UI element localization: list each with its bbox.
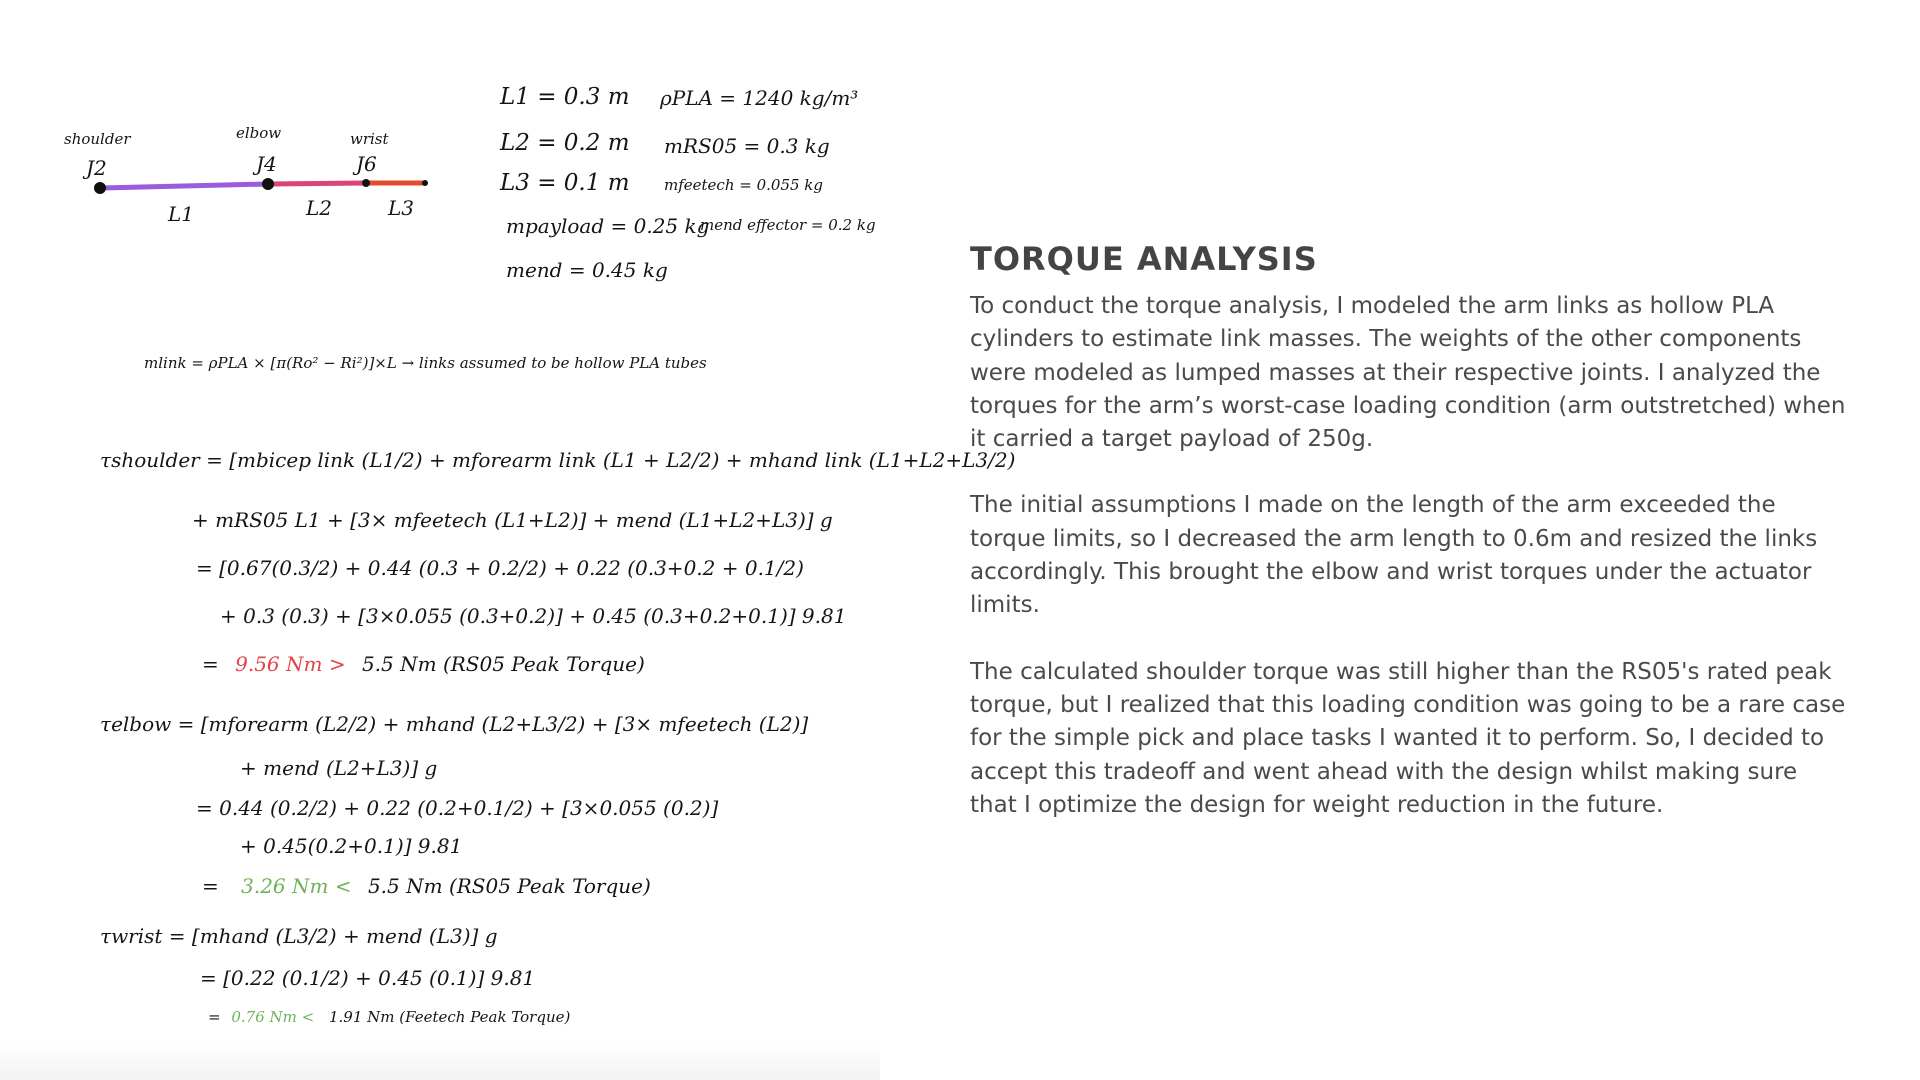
shoulder-eq-line-2: + mRS05 L1 + [3× mfeetech (L1+L2)] + mend (L1+L2+L3)] g (192, 508, 833, 532)
given-m-feetech: mfeetech = 0.055 kg (664, 176, 824, 194)
given-mend: mend = 0.45 kg (506, 258, 668, 282)
elbow-label: elbow (236, 124, 282, 142)
elbow-eq-line-4: + 0.45(0.2+0.1)] 9.81 (240, 834, 463, 858)
given-l2: L2 = 0.2 m (500, 130, 630, 156)
wrist-joint-label: J6 (356, 152, 377, 176)
wrist-label: wrist (350, 130, 389, 148)
given-l1: L1 = 0.3 m (500, 84, 630, 110)
link-mass-equation: mlink = ρPLA × [π(Ro² − Ri²)]×L → links assumed to be hollow PLA tubes (144, 354, 707, 372)
shoulder-label: shoulder (64, 130, 131, 148)
notes-bottom-shadow (0, 1040, 880, 1080)
link-l2-label: L2 (306, 196, 333, 220)
shoulder-joint-label: J2 (86, 156, 107, 180)
given-m-end-effector: mend effector = 0.2 kg (700, 216, 876, 234)
wrist-result-row (208, 1008, 570, 1026)
link-l2-line (268, 183, 366, 184)
article-paragraph-1: To conduct the torque analysis, I modeled the arm links as hollow PLA cylinders to estimate link masses. The weights of the other components were modeled as lumped masses at their respective joints. I analyzed the torques for the arm’s worst-case loading condition (arm outstretched) when it carried a target payload of 250g. (970, 293, 1846, 453)
given-l3: L3 = 0.1 m (500, 170, 630, 196)
shoulder-torque-limit: 5.5 Nm (RS05 Peak Torque) (361, 652, 645, 676)
article-title: TORQUE ANALYSIS (970, 240, 1318, 278)
end-joint (422, 180, 428, 186)
shoulder-eq-line-1: τshoulder = [mbicep link (L1/2) + mforearm link (L1 + L2/2) + mhand link (L1+L2+L3/2) (100, 448, 1016, 472)
elbow-eq-line-1: τelbow = [mforearm (L2/2) + mhand (L2+L3/2) + [3× mfeetech (L2)] (100, 712, 809, 736)
link-l1-label: L1 (168, 202, 195, 226)
article-paragraph-2: The initial assumptions I made on the length of the arm exceeded the torque limits, so I decreased the arm length to 0.6m and resized the links accordingly. This brought the elbow and wrist torques under the actuator limits. (970, 492, 1818, 619)
elbow-joint (262, 178, 274, 190)
elbow-joint-label: J4 (256, 152, 277, 176)
article-panel (970, 240, 1850, 855)
wrist-result-equals: = (208, 1008, 221, 1026)
elbow-eq-line-2: + mend (L2+L3)] g (240, 756, 438, 780)
elbow-torque-limit: 5.5 Nm (RS05 Peak Torque) (367, 874, 651, 898)
wrist-eq-line-2: = [0.22 (0.1/2) + 0.45 (0.1)] 9.81 (200, 966, 536, 990)
shoulder-torque-result: 9.56 Nm > (235, 652, 346, 676)
shoulder-eq-line-3: = [0.67(0.3/2) + 0.44 (0.3 + 0.2/2) + 0.22 (0.3+0.2 + 0.1/2) (196, 556, 804, 580)
elbow-result-equals: = (202, 874, 219, 898)
shoulder-result-equals: = (202, 652, 219, 676)
given-mpayload: mpayload = 0.25 kg (506, 214, 710, 238)
given-rho-pla: ρPLA = 1240 kg/m³ (660, 86, 859, 110)
elbow-result-row (202, 874, 651, 898)
shoulder-joint (94, 182, 106, 194)
article-paragraph-3: The calculated shoulder torque was still higher than the RS05's rated peak torque, but I realized that this loading condition was going to be a rare case for the simple pick and place tasks I wanted it to perform. So, I decided to accept this tradeoff and went ahead with the design whilst making sure that I optimize the design for weight reduction in the future. (970, 658, 1846, 818)
given-m-rs05: mRS05 = 0.3 kg (664, 134, 830, 158)
shoulder-eq-line-4: + 0.3 (0.3) + [3×0.055 (0.3+0.2)] + 0.45 (0.3+0.2+0.1)] 9.81 (220, 604, 847, 628)
shoulder-result-row (202, 652, 645, 676)
link-l1-line (100, 184, 268, 188)
elbow-eq-line-3: = 0.44 (0.2/2) + 0.22 (0.2+0.1/2) + [3×0.055 (0.2)] (196, 796, 719, 820)
wrist-joint (362, 179, 370, 187)
elbow-torque-result: 3.26 Nm < (241, 874, 352, 898)
wrist-eq-line-1: τwrist = [mhand (L3/2) + mend (L3)] g (100, 924, 498, 948)
link-l3-label: L3 (388, 196, 415, 220)
wrist-torque-limit: 1.91 Nm (Feetech Peak Torque) (329, 1008, 571, 1026)
wrist-torque-result: 0.76 Nm < (231, 1008, 315, 1026)
